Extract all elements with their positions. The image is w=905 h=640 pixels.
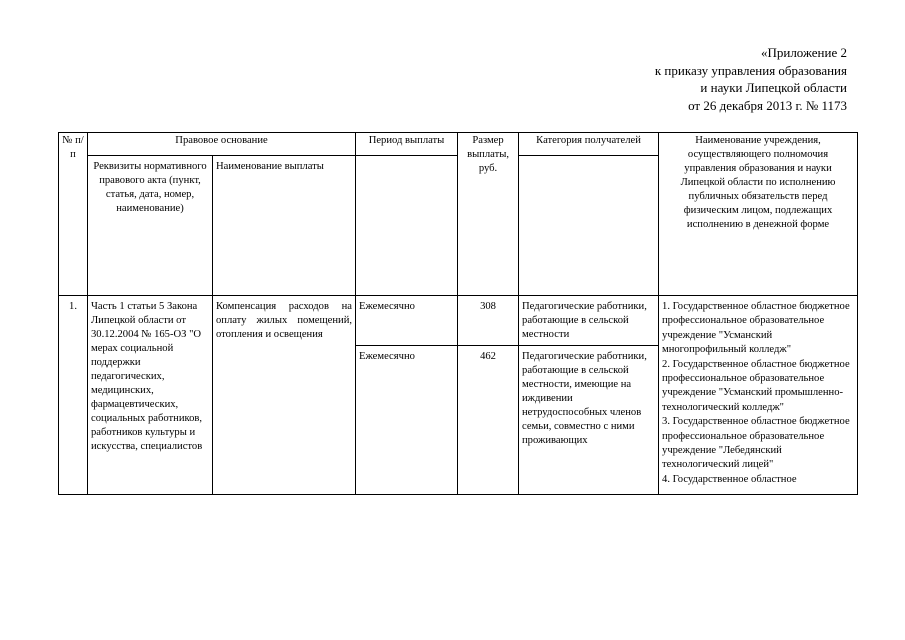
header-institution: Наименование учреждения, осуществляющего полномочия управления образования и науки Липецкой области по исполнению публичных обязательств перед физическим лицом, подлежащих исполнению в денежной форме — [659, 133, 858, 296]
row-amount-2: 462 — [458, 346, 519, 495]
header-category: Категория получателей — [519, 133, 659, 156]
institution-item: 3. Государственное областное бюджетное профессиональное образовательное учреждение "Лебедянский технологический лицей" — [662, 416, 850, 471]
row-category-2: Педагогические работники, работающие в сельской местности, имеющие на иждивении нетрудоспособных членов семьи, совместно с ними проживающих — [519, 346, 659, 495]
header-period-empty — [356, 156, 458, 296]
row-period-2: Ежемесячно — [356, 346, 458, 495]
row-payment-name: Компенсация расходов на оплату жилых помещений, отопления и освещения — [213, 296, 356, 495]
row-amount-1: 308 — [458, 296, 519, 346]
appendix-header — [655, 44, 847, 114]
header-category-empty — [519, 156, 659, 296]
row-institutions — [659, 296, 858, 495]
header-requisites: Реквизиты нормативного правового акта (пункт, статья, дата, номер, наименование) — [88, 156, 213, 296]
table-row — [59, 296, 858, 346]
header-payment-name: Наименование выплаты — [213, 156, 356, 296]
appendix-title: «Приложение 2 — [760, 45, 847, 60]
header-amount: Размер выплаты, руб. — [458, 133, 519, 296]
row-period-1: Ежемесячно — [356, 296, 458, 346]
row-requisites: Часть 1 статьи 5 Закона Липецкой области от 30.12.2004 № 165-ОЗ "О мерах социальной поддержки педагогических, медицинских, фармацевтических, социальных работников, работников культуры и искусства, специалистов — [88, 296, 213, 495]
header-legal-basis: Правовое основание — [88, 133, 356, 156]
header-number: № п/п — [59, 133, 88, 296]
header-period: Период выплаты — [356, 133, 458, 156]
payments-table — [58, 132, 858, 495]
appendix-date-line: от 26 декабря 2013 г. № 1173 — [688, 97, 847, 113]
institution-item: 2. Государственное областное бюджетное профессиональное образовательное учреждение "Усманский промышленно-технологический колледж" — [662, 358, 850, 413]
institution-item: 4. Государственное областное — [662, 473, 797, 485]
institution-item: 1. Государственное областное бюджетное профессиональное образовательное учреждение "Усманский многопрофильный колледж" — [662, 301, 850, 356]
appendix-order-line: к приказу управления образования — [654, 62, 847, 78]
row-category-1: Педагогические работники, работающие в сельской местности — [519, 296, 659, 346]
row-number: 1. — [59, 296, 88, 495]
table-header-row — [59, 133, 858, 156]
appendix-authority-line: и науки Липецкой области — [700, 80, 847, 95]
